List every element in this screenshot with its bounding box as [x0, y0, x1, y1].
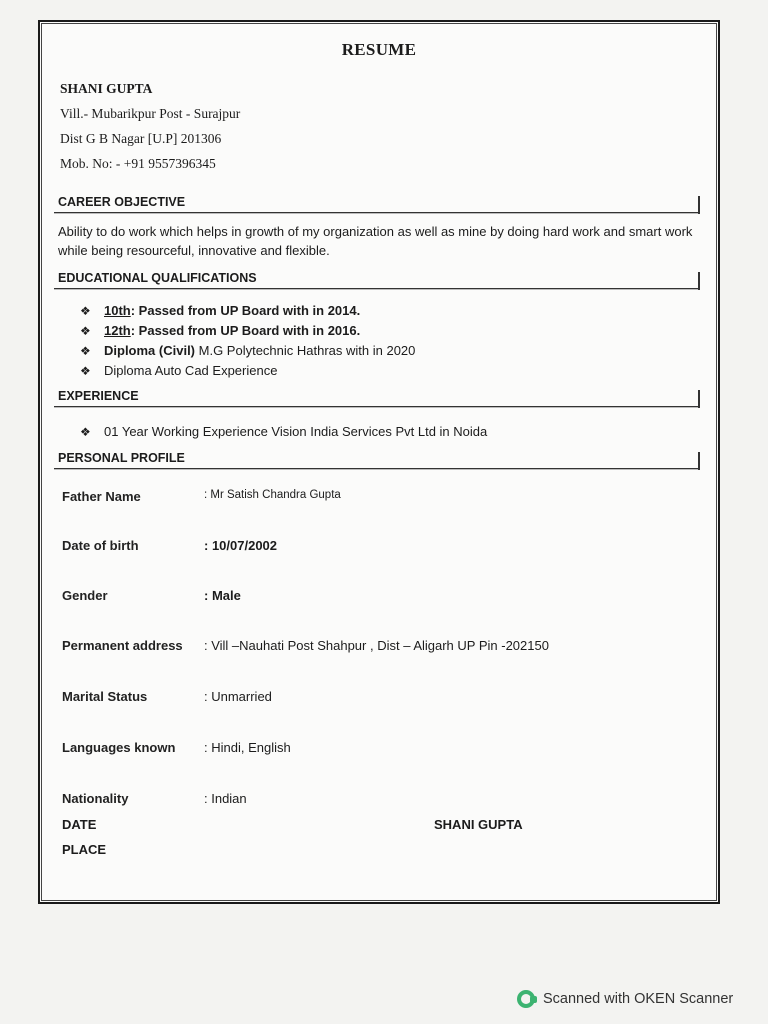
diamond-bullet-icon: ❖ [80, 304, 91, 318]
list-item: ❖ 01 Year Working Experience Vision India Services Pvt Ltd in Noida [80, 422, 487, 442]
section-title: CAREER OBJECTIVE [58, 195, 186, 209]
section-title: PERSONAL PROFILE [58, 451, 185, 465]
address-line-1: Vill.- Mubarikpur Post - Surajpur [60, 106, 241, 121]
list-item: ❖ 10th: Passed from UP Board with in 2014. [80, 301, 415, 321]
resume-page: RESUME SHANI GUPTA Vill.- Mubarikpur Post - Surajpur Dist G B Nagar [U.P] 201306 Mob. No: - +91 9557396345 CAREER OBJECTIVE Ability to do work which helps in growth of my organization as well as mine by doing hard work and smart work while being resourceful, innovative and flexible. EDUCATIONAL QUALIFICATIONS ❖ 10th: Passed from UP Board with in 2014. ❖ 12th: Passed from UP Board with in 2016. ❖ Diploma (Civil) M.G Polytechnic Hathras with in 2020 ❖ Diploma Auto Cad Experience EXPERIENCE ❖ 01 Year Working Experience Vision India Services Pvt Ltd in Noida PERSONAL PROFILE Father Name : Mr Satish Chandra Gupta Date of birth : 10/07/2002 Gender : Male Permanent address : Vill –Nauhati Post Shahpur , Dist – Aligarh UP Pin -202150 Marital Status : Unmarried Languages known : Hindi, English Nationality : Indian DATE PLACE SHANI GUPTA [38, 20, 720, 904]
scanner-watermark [517, 990, 733, 1008]
diamond-bullet-icon: ❖ [80, 364, 91, 378]
section-career-objective [54, 192, 700, 213]
diamond-bullet-icon: ❖ [80, 324, 91, 338]
date-label: DATE [62, 817, 97, 832]
place-label: PLACE [62, 842, 107, 857]
scanner-text: Scanned with OKEN Scanner [543, 991, 734, 1007]
section-title: EDUCATIONAL QUALIFICATIONS [58, 271, 257, 285]
list-item: ❖ Diploma (Civil) M.G Polytechnic Hathras with in 2020 [80, 341, 415, 361]
mobile-number: Mob. No: - +91 9557396345 [60, 156, 216, 171]
list-item: ❖ Diploma Auto Cad Experience [80, 361, 415, 381]
experience-list [80, 422, 487, 442]
section-education [54, 268, 700, 289]
list-item: ❖ 12th: Passed from UP Board with in 2016. [80, 321, 415, 341]
candidate-name: SHANI GUPTA [60, 81, 153, 96]
section-experience [54, 386, 700, 407]
diamond-bullet-icon: ❖ [80, 425, 91, 439]
resume-title: RESUME [341, 40, 417, 59]
diamond-bullet-icon: ❖ [80, 344, 91, 358]
career-objective-text: Ability to do work which helps in growth of my organization as well as mine by doing hard work and smart work while being resourceful, innovative and flexible. [58, 224, 693, 258]
signature-name: SHANI GUPTA [434, 817, 523, 832]
contact-block [60, 76, 240, 176]
section-title: EXPERIENCE [58, 389, 139, 403]
address-line-2: Dist G B Nagar [U.P] 201306 [60, 131, 222, 146]
education-list [80, 301, 415, 381]
oken-scanner-logo-icon [517, 990, 535, 1008]
section-personal-profile [54, 448, 700, 469]
